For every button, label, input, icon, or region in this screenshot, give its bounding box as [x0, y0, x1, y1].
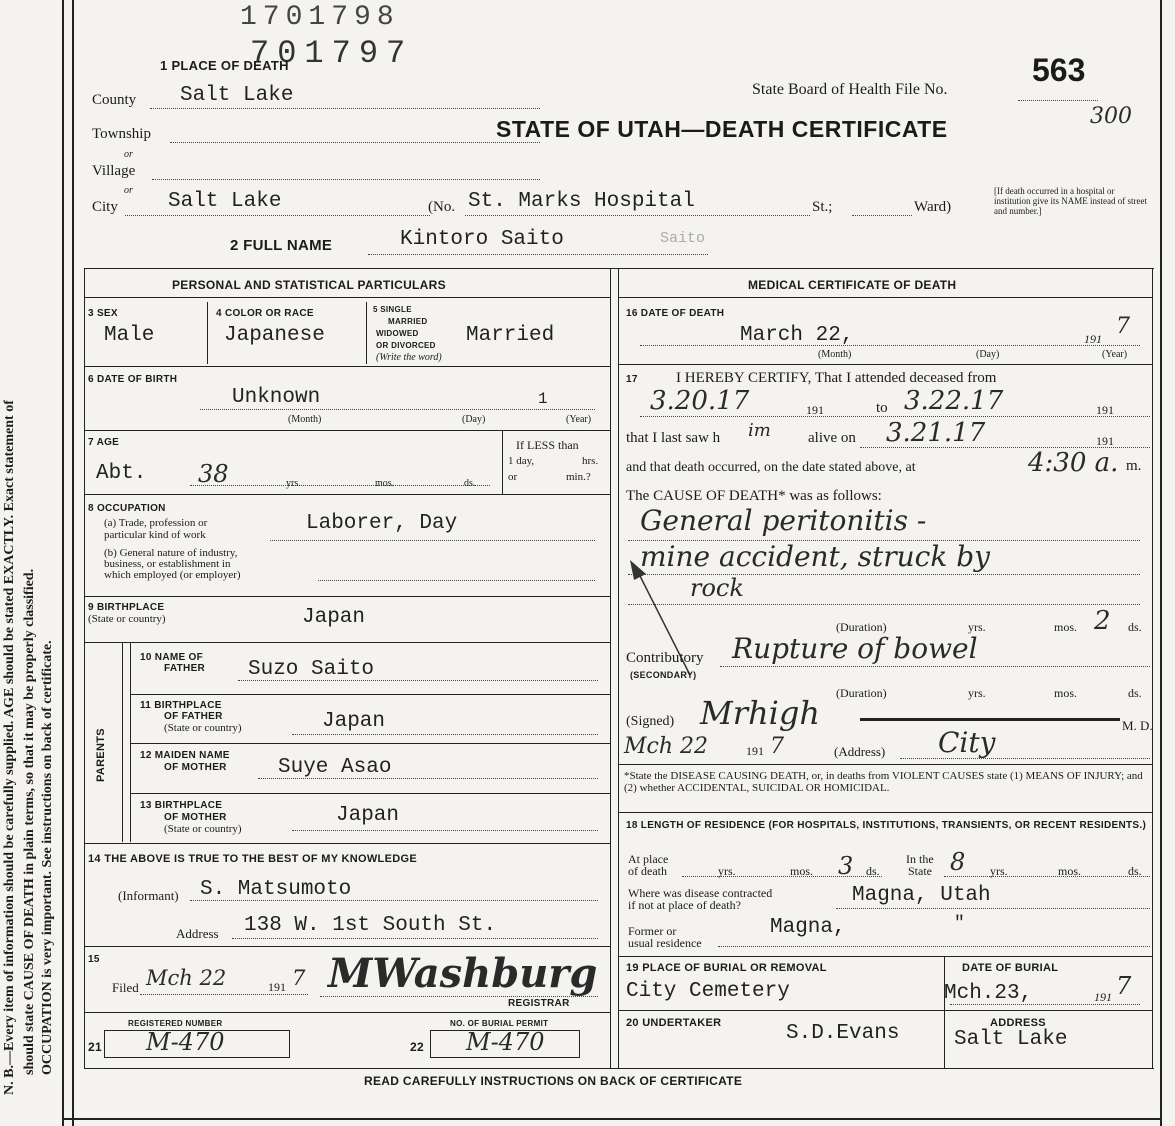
signed-label: (Signed) [626, 714, 675, 729]
side-note-line2: should state CAUSE OF DEATH in plain terms, so that it may be properly classified. [22, 568, 37, 1075]
father-bp-label-3: (State or country) [164, 722, 242, 734]
duration-ds-label-2: ds. [1128, 686, 1142, 700]
duration-label-1: (Duration) [836, 620, 887, 634]
signed-address-label: (Address) [834, 744, 886, 759]
at-place-label-1: At place [628, 852, 669, 866]
file-no-label: State Board of Health File No. [752, 81, 948, 98]
burial-place-value: City Cemetery [626, 980, 790, 1003]
alive-on-label: alive on [808, 430, 856, 446]
cause-line-2: mine accident, struck by [640, 540, 990, 573]
state-yrs-label: yrs. [990, 864, 1008, 878]
no-label: (No. [428, 199, 456, 215]
res-days: 3 [838, 852, 854, 880]
contributory-value: Rupture of bowel [732, 632, 978, 665]
where-value: Magna, Utah [852, 884, 991, 907]
cause-line-1: General peritonitis - [640, 504, 927, 537]
attended-from: 3.20.17 [650, 386, 750, 416]
mother-label-2: OF MOTHER [164, 762, 227, 773]
father-bp-label-2: OF FATHER [164, 711, 223, 722]
year-191a: 191 [806, 403, 824, 417]
place-of-death-label: 1 PLACE OF DEATH [160, 58, 289, 73]
dod-label: 16 DATE OF DEATH [626, 308, 725, 319]
undertaker-label: 20 UNDERTAKER [626, 1017, 722, 1029]
signed-value: Mrhigh [700, 694, 820, 732]
signed-date: Mch 22 [624, 734, 709, 759]
mother-bp-label-1: 13 BIRTHPLACE [140, 800, 223, 811]
father-bp-label-1: 11 BIRTHPLACE [140, 700, 222, 711]
marital-label-2: MARRIED [388, 317, 428, 326]
in-state-label-1: In the [906, 852, 934, 866]
filed-year-prefix: 191 [268, 980, 286, 994]
or-label-2: or [124, 185, 133, 196]
township-label: Township [92, 126, 151, 142]
secondary-label: (SECONDARY) [630, 670, 697, 680]
county-label: County [92, 92, 137, 108]
res-ds-label: ds. [866, 864, 880, 878]
st-label: St.; [812, 199, 833, 215]
top-stamp-2: 701797 [250, 35, 414, 72]
in-state-label-2: State [908, 864, 932, 878]
year-191b: 191 [1096, 403, 1114, 417]
duration-yrs-label-2: yrs. [968, 686, 986, 700]
mother-value: Suye Asao [278, 756, 392, 779]
occ-b-label-3: which employed (or employer) [104, 569, 241, 581]
county-value: Salt Lake [180, 84, 294, 107]
state-mos-label: mos. [1058, 864, 1082, 878]
less-label-5: min.? [566, 471, 591, 483]
at-place-label-2: of death [628, 864, 667, 878]
burial-date-label: DATE OF BURIAL [962, 962, 1059, 974]
occ-a-label: (a) Trade, profession or [104, 517, 208, 529]
street-value: St. Marks Hospital [468, 190, 695, 213]
res-mos-label: mos. [790, 864, 814, 878]
dob-day-label: (Day) [462, 414, 486, 425]
less-label-2: 1 day, [508, 455, 535, 467]
age-yrs-label: yrs. [286, 478, 301, 489]
state-ds-label: ds. [1128, 864, 1142, 878]
occ-b-label: (b) General nature of industry, [104, 547, 238, 559]
time-m-label: m. [1126, 458, 1142, 474]
top-stamp: 1701798 [240, 2, 400, 33]
dob-month-label: (Month) [288, 414, 322, 425]
side-note-line1: N. B.—Every item of information should be carefully supplied. AGE should be stated EXACTLY. Exact statement of [2, 400, 17, 1095]
age-prefix: Abt. [96, 462, 147, 485]
side-note-line3: OCCUPATION is very important. See instructions on back of certificate. [40, 640, 55, 1075]
knowledge-label: 14 THE ABOVE IS TRUE TO THE BEST OF MY KNOWLEDGE [88, 853, 417, 865]
medical-note: *State the DISEASE CAUSING DEATH, or, in deaths from VIOLENT CAUSES state (1) MEANS OF INJURY; and (2) whether ACCIDENTAL, SUICIDAL OR HOMICIDAL. [624, 770, 1143, 794]
contributory-label: Contributory [626, 650, 704, 666]
father-label-1: 10 NAME OF [140, 652, 204, 663]
duration-mos-label: mos. [1054, 620, 1078, 634]
ward-label: Ward) [914, 199, 952, 215]
file-no-value: 563 [1032, 52, 1086, 88]
dod-year: 7 [1116, 314, 1130, 339]
undertaker-value: S.D.Evans [786, 1022, 900, 1045]
less-label-3: hrs. [582, 455, 599, 467]
mother-bp-value: Japan [336, 804, 400, 827]
race-label: 4 COLOR OR RACE [216, 308, 314, 319]
file-no-value-2: 300 [1090, 104, 1132, 129]
former-ditto: " [954, 914, 965, 934]
where-label-1: Where was disease contracted [628, 886, 773, 900]
occupation-label: 8 OCCUPATION [88, 503, 166, 514]
undertaker-address-label: ADDRESS [990, 1017, 1046, 1029]
burial-permit-label: NO. OF BURIAL PERMIT [450, 1019, 549, 1028]
former-label-2: usual residence [628, 936, 702, 950]
birthplace-sub: (State or country) [88, 613, 166, 625]
marital-value: Married [466, 324, 555, 347]
certify-no: 17 [626, 374, 638, 385]
burial-place-label: 19 PLACE OF BURIAL OR REMOVAL [626, 962, 827, 974]
birthplace-value: Japan [302, 606, 366, 629]
less-label-4: or [508, 471, 518, 483]
signed-year: 7 [770, 734, 784, 759]
registrar-label: REGISTRAR [508, 998, 570, 1009]
dod-value: March 22, [740, 324, 854, 347]
cause-label: The CAUSE OF DEATH* was as follows: [626, 488, 882, 504]
less-label-1: If LESS than [516, 438, 579, 452]
mother-bp-label-3: (State or country) [164, 823, 242, 835]
duration-label-2: (Duration) [836, 686, 887, 700]
informant-label: (Informant) [118, 888, 179, 903]
filed-no: 15 [88, 954, 100, 965]
village-label: Village [92, 163, 136, 179]
sex-value: Male [104, 324, 155, 347]
certificate-title: STATE OF UTAH—DEATH CERTIFICATE [496, 116, 948, 142]
hospital-note: [If death occurred in a hospital or institution give its NAME instead of street and number.] [994, 186, 1147, 216]
race-value: Japanese [224, 324, 325, 347]
marital-label-4: OR DIVORCED [376, 341, 436, 350]
filed-label: Filed [112, 980, 139, 995]
duration-mos-label-2: mos. [1054, 686, 1078, 700]
duration-ds-label: ds. [1128, 620, 1142, 634]
informant-address-label: Address [176, 926, 219, 941]
filed-year: 7 [292, 966, 306, 990]
burial-permit-value: M-470 [466, 1028, 545, 1056]
dob-day: 1 [538, 390, 548, 408]
full-name-faint: Saito [660, 230, 706, 247]
parents-label: PARENTS [95, 728, 107, 782]
registrar-signature: MWashburg [328, 950, 598, 997]
res-yrs-label: yrs. [718, 864, 736, 878]
age-mos-label: mos. [375, 478, 395, 489]
reg-num-no: 21 [88, 1040, 102, 1054]
attended-to: 3.22.17 [904, 386, 1004, 416]
burial-permit-no: 22 [410, 1040, 424, 1054]
former-label-1: Former or [628, 924, 677, 938]
father-bp-value: Japan [322, 710, 386, 733]
birthplace-label: 9 BIRTHPLACE [88, 602, 165, 613]
full-name-label: 2 FULL NAME [230, 237, 333, 254]
footer-instructions: READ CAREFULLY INSTRUCTIONS ON BACK OF CERTIFICATE [364, 1074, 743, 1088]
occupation-value: Laborer, Day [306, 512, 458, 535]
to-label: to [876, 400, 888, 416]
informant-address-value: 138 W. 1st South St. [244, 914, 497, 937]
year-191c: 191 [1096, 434, 1114, 448]
occ-b-label-2: business, or establishment in [104, 558, 231, 570]
last-saw-value: 3.21.17 [886, 418, 986, 448]
dod-month-label: (Month) [818, 349, 852, 360]
father-label-2: FATHER [164, 663, 206, 674]
residence-label: 18 LENGTH OF RESIDENCE (FOR HOSPITALS, INSTITUTIONS, TRANSIENTS, OR RECENT RESIDENTS.) [626, 820, 1147, 831]
former-value: Magna, [770, 916, 846, 939]
medical-header: MEDICAL CERTIFICATE OF DEATH [748, 278, 957, 292]
dod-year-label: (Year) [1102, 349, 1128, 360]
age-value: 38 [198, 460, 229, 488]
burial-year: 7 [1116, 972, 1132, 1000]
age-ds-label: ds. [464, 478, 476, 489]
city-label: City [92, 199, 118, 215]
reg-num-label: REGISTERED NUMBER [128, 1019, 223, 1028]
time-value: 4:30 a. [1028, 448, 1119, 478]
full-name-value: Kintoro Saito [400, 228, 564, 251]
death-occurred-label: and that death occurred, on the date stated above, at [626, 460, 916, 475]
where-label-2: if not at place of death? [628, 898, 741, 912]
signed-year-prefix: 191 [746, 744, 764, 758]
personal-header: PERSONAL AND STATISTICAL PARTICULARS [172, 278, 446, 292]
undertaker-address-value: Salt Lake [954, 1028, 1068, 1051]
duration-yrs-label: yrs. [968, 620, 986, 634]
dod-day-label: (Day) [976, 349, 1000, 360]
marital-label-5: (Write the word) [376, 352, 442, 363]
state-years: 8 [950, 848, 966, 876]
dob-label: 6 DATE OF BIRTH [88, 374, 178, 385]
md-label: M. D. [1122, 718, 1153, 733]
dod-year-prefix: 191 [1084, 332, 1102, 346]
reg-num-value: M-470 [146, 1028, 225, 1056]
city-value: Salt Lake [168, 190, 282, 213]
occ-a-label-2: particular kind of work [104, 529, 206, 541]
last-saw-im: im [748, 420, 771, 441]
age-label: 7 AGE [88, 437, 120, 448]
duration-days: 2 [1094, 606, 1111, 636]
dob-value: Unknown [232, 386, 321, 409]
mother-bp-label-2: OF MOTHER [164, 812, 227, 823]
burial-year-prefix: 191 [1094, 990, 1112, 1004]
dob-year-label: (Year) [566, 414, 592, 425]
cause-line-3: rock [690, 574, 744, 602]
sex-label: 3 SEX [88, 308, 118, 319]
marital-label-3: WIDOWED [376, 329, 419, 338]
mother-label-1: 12 MAIDEN NAME [140, 750, 230, 761]
informant-value: S. Matsumoto [200, 878, 352, 901]
last-saw-label: that I last saw h [626, 430, 721, 446]
certify-text: I HEREBY CERTIFY, That I attended deceased from [676, 370, 997, 386]
signed-address-value: City [938, 726, 996, 759]
burial-date-value: Mch.23, [944, 982, 1033, 1005]
father-value: Suzo Saito [248, 658, 375, 681]
or-label-1: or [124, 149, 133, 160]
filed-date: Mch 22 [146, 966, 227, 990]
marital-label-1: 5 SINGLE [373, 305, 412, 314]
